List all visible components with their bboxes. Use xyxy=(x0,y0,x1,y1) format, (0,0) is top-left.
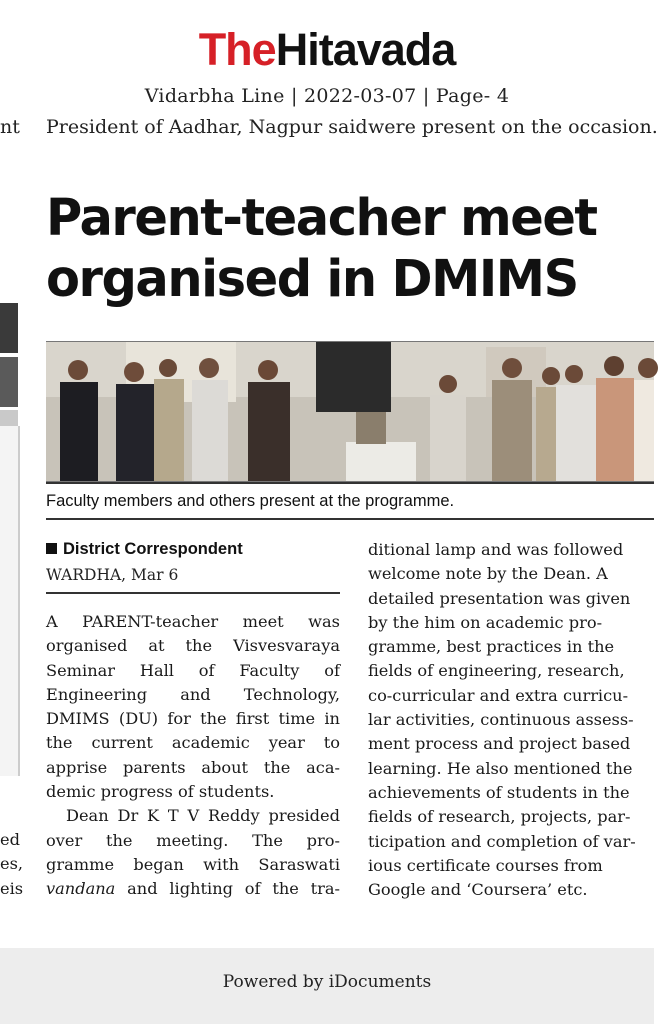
paragraph-line: ment process and project based xyxy=(368,734,631,754)
article-column-1 xyxy=(46,610,340,902)
paragraph-line: the current academic year to xyxy=(46,733,340,753)
paragraph-line: organised at the Visvesvaraya xyxy=(46,636,340,656)
paragraph-line: vandana and lighting of the tra- xyxy=(46,879,340,899)
italic-word: vandana xyxy=(46,879,116,899)
group-photo-image xyxy=(46,342,654,481)
article-column-2 xyxy=(368,538,654,902)
clipped-text-middle: President of Aadhar, Nagpur said xyxy=(46,116,368,138)
byline-rule xyxy=(46,592,340,594)
clipped-text-right: were present on the occasion. xyxy=(368,116,658,138)
square-bullet-icon xyxy=(46,543,57,554)
paragraph-line: over the meeting. The pro- xyxy=(46,830,340,850)
powered-by-link[interactable]: Powered by iDocuments xyxy=(222,972,432,992)
logo-name: Hitavada xyxy=(275,24,456,75)
paragraph-line: fields of research, projects, par- xyxy=(368,807,631,827)
byline: District Correspondent xyxy=(46,540,243,559)
paragraph-line: gramme began with Saraswati xyxy=(46,854,340,874)
paragraph-line: Seminar Hall of Faculty of xyxy=(46,660,340,680)
photo-top-rule xyxy=(46,482,654,484)
adjacent-photo-edge xyxy=(0,303,18,353)
paragraph-line: ticipation and completion of var- xyxy=(368,831,636,851)
edition-dateline: Vidarbha Line | 2022-03-07 | Page- 4 xyxy=(144,85,510,107)
paragraph-line: detailed presentation was given xyxy=(368,588,631,608)
article-dateline: WARDHA, Mar 6 xyxy=(46,566,179,584)
article-photo xyxy=(46,341,654,482)
newspaper-logo xyxy=(0,26,654,74)
paragraph-line: gramme, best practices in the xyxy=(368,637,615,657)
paragraph-line: Engineering and Technology, xyxy=(46,684,340,704)
paragraph-line: demic progress of students. xyxy=(46,782,275,802)
paragraph-line: Dean Dr K T V Reddy presided xyxy=(66,806,340,826)
paragraph-line: learning. He also mentioned the xyxy=(368,758,633,778)
paragraph-line: welcome note by the Dean. A xyxy=(368,564,608,584)
adjacent-text-fragments: ed es, eis xyxy=(0,830,24,898)
clipped-text-left: nt xyxy=(0,116,20,138)
logo-the: The xyxy=(198,24,276,75)
paragraph-line: ditional lamp and was followed xyxy=(368,540,624,559)
caption-rule xyxy=(46,518,654,520)
footer-bar xyxy=(0,948,654,1024)
paragraph-line: A PARENT-teacher meet was xyxy=(46,612,340,631)
paragraph-line: fields of engineering, research, xyxy=(368,661,625,681)
paragraph-line: DMIMS (DU) for the first time in xyxy=(46,709,340,729)
paragraph-line: achievements of students in the xyxy=(368,782,630,802)
paragraph-line: co-curricular and extra curricu- xyxy=(368,685,629,705)
paragraph-line: Google and ‘Coursera’ etc. xyxy=(368,880,588,900)
paragraph-line: lar activities, continuous assess- xyxy=(368,710,634,730)
article-headline: Parent-teacher meet organised in DMIMS xyxy=(46,189,597,309)
masthead xyxy=(0,0,654,122)
photo-caption: Faculty members and others present at the programme. xyxy=(46,492,455,510)
paragraph-line: ious certificate courses from xyxy=(368,855,603,875)
paragraph-line: by the him on academic pro- xyxy=(368,612,603,632)
paragraph-line: apprise parents about the aca- xyxy=(46,757,340,777)
